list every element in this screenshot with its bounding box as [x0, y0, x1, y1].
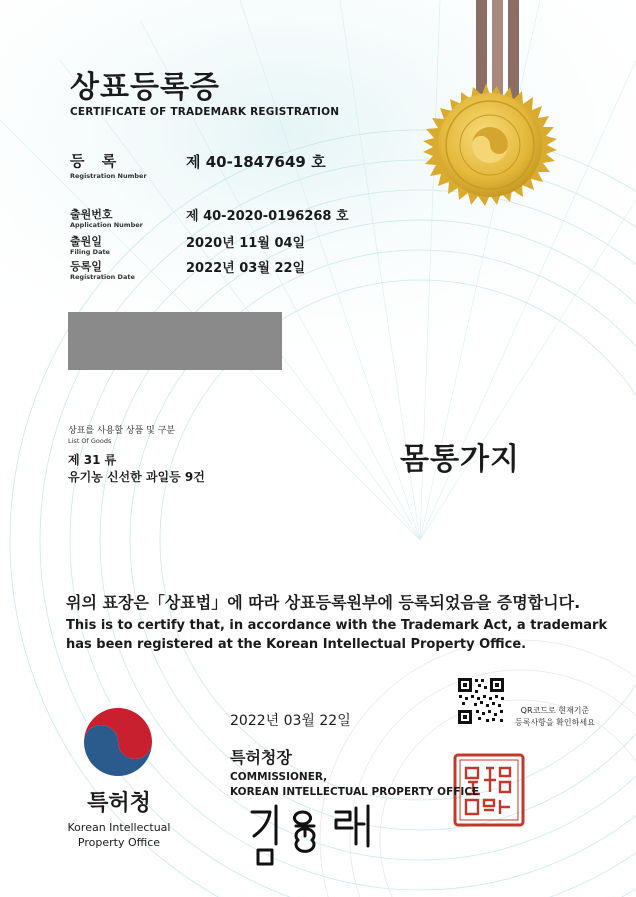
registration-date-label-ko: 등록일: [70, 260, 102, 273]
registration-number: 제 40-1847649 호: [186, 153, 326, 171]
certification-statement-en: [66, 616, 607, 654]
goods-class: 제 31 류: [68, 453, 117, 467]
commissioner-line-2: KOREAN INTELLECTUAL PROPERTY OFFICE: [230, 786, 480, 798]
commissioner-title-ko: 특허청장: [230, 748, 292, 767]
goods-description: 유기농 신선한 과일등 9건: [68, 470, 205, 484]
registration-label-ko: 등 록: [70, 152, 123, 170]
application-label-en: Application Number: [70, 221, 143, 229]
office-name-en: [58, 820, 180, 850]
application-number: 제 40-2020-0196268 호: [186, 209, 349, 224]
qr-code-icon[interactable]: [457, 677, 505, 725]
registration-date-label-en: Registration Date: [70, 273, 135, 281]
qr-note-line-1: QR코드로 현재기준: [520, 706, 590, 715]
registration-date: 2022년 03월 22일: [186, 261, 306, 276]
office-name-line-2: Property Office: [77, 836, 161, 849]
trademark-text: 몸통가지: [400, 442, 520, 477]
filing-label-en: Filing Date: [70, 248, 110, 256]
kipo-logo-icon: [82, 702, 154, 776]
qr-note: [515, 705, 595, 729]
goods-label-ko: 상표를 사용할 상품 및 구분: [68, 426, 176, 436]
certification-line-1: This is to certify that, in accordance with the Trademark Act, a trademark: [66, 618, 608, 633]
certification-statement-ko: 위의 표장은「상표법」에 따라 상표등록원부에 등록되었음을 증명합니다.: [66, 593, 581, 612]
certificate-title-en: CERTIFICATE OF TRADEMARK REGISTRATION: [70, 106, 340, 118]
goods-label-en: List Of Goods: [68, 437, 112, 445]
filing-date: 2020년 11월 04일: [186, 236, 306, 251]
issue-date: 2022년 03월 22일: [230, 713, 351, 729]
application-label-ko: 출원번호: [70, 208, 113, 221]
certificate-title-ko: 상표등록증: [70, 70, 220, 105]
certification-line-2: has been registered at the Korean Intellectual Property Office.: [66, 637, 527, 652]
commissioner-title-en: [230, 770, 479, 800]
office-name-ko: 특허청: [87, 791, 151, 816]
redacted-owner-info: [68, 312, 282, 370]
qr-note-line-2: 등록사항을 확인하세요: [515, 718, 595, 727]
commissioner-line-1: COMMISSIONER,: [230, 771, 328, 783]
filing-label-ko: 출원일: [70, 235, 102, 248]
office-name-line-1: Korean Intellectual: [67, 821, 171, 834]
registration-label-en: Registration Number: [70, 172, 147, 180]
